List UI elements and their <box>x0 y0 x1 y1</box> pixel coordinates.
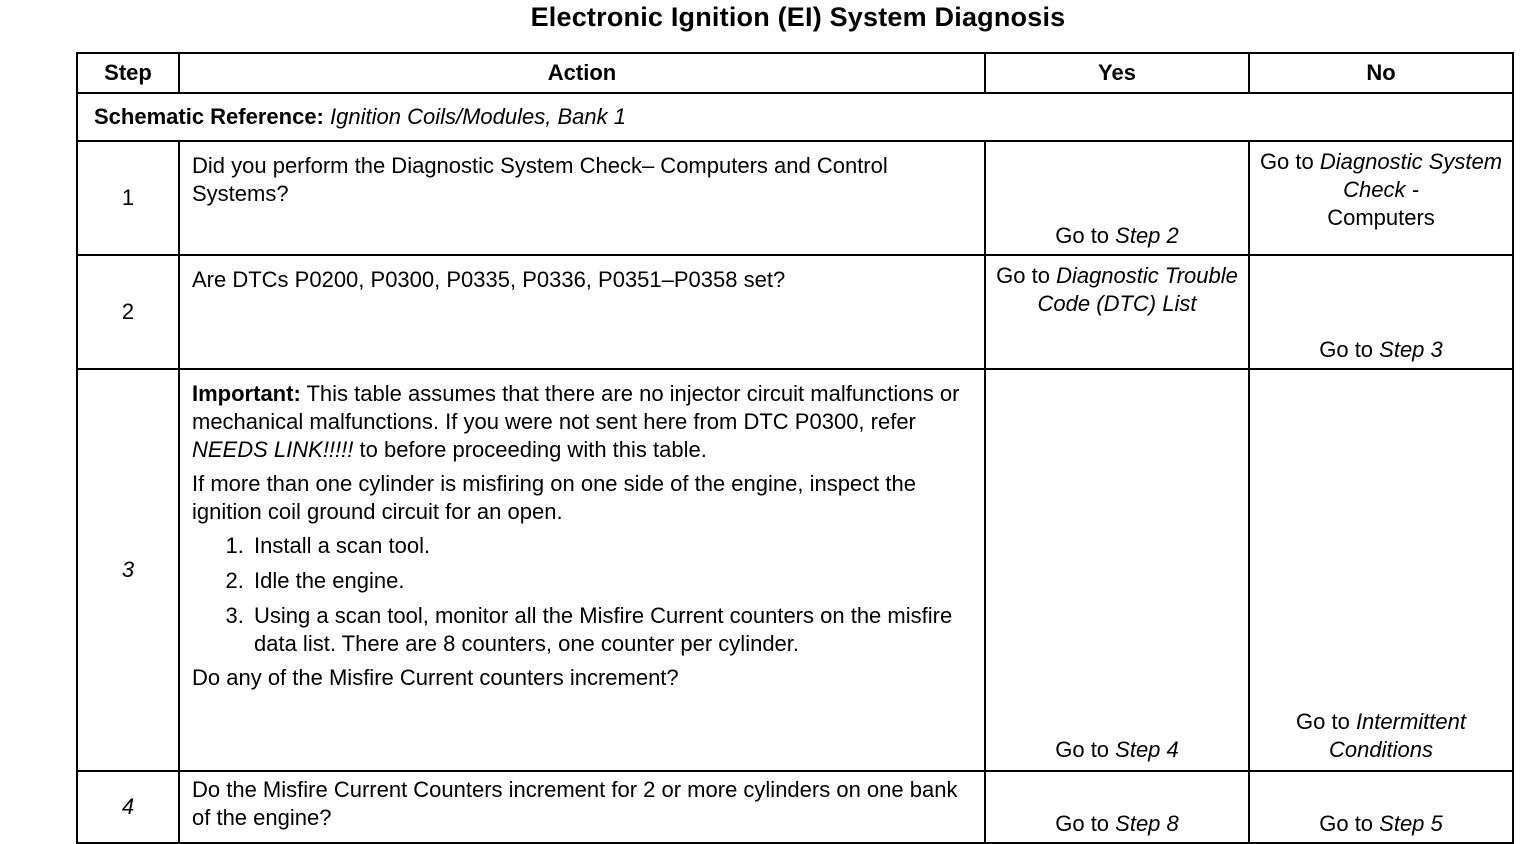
diagnosis-table <box>76 52 1514 844</box>
action-text <box>179 369 985 771</box>
yes-link[interactable]: Step 2 <box>1115 223 1179 248</box>
yes-cell <box>985 141 1249 255</box>
header-step: Step <box>77 53 179 93</box>
list-item: 2. Idle the engine. <box>250 567 972 595</box>
yes-link[interactable]: Diagnostic Trouble Code (DTC) List <box>1037 263 1238 316</box>
yes-prefix: Go to <box>1055 811 1116 836</box>
no-link[interactable]: Diagnostic System Check - <box>1319 149 1503 202</box>
yes-prefix: Go to <box>1055 223 1116 248</box>
yes-cell <box>985 771 1249 843</box>
header-yes: Yes <box>985 53 1249 93</box>
header-no: No <box>1249 53 1513 93</box>
schematic-reference-link[interactable]: Ignition Coils/Modules, Bank 1 <box>330 104 626 129</box>
misfire-paragraph: If more than one cylinder is misfiring on one side of the engine, inspect the ignition coil ground circuit for an open. <box>192 471 916 524</box>
table-row <box>77 771 1513 843</box>
no-prefix: Go to <box>1319 811 1380 836</box>
list-item: 3. Using a scan tool, monitor all the Misfire Current counters on the misfire data list. There are 8 counters, one counter per cylinder. <box>250 602 972 658</box>
list-item: 1. Install a scan tool. <box>250 532 972 560</box>
page-title: Electronic Ignition (EI) System Diagnosis <box>530 2 1066 32</box>
yes-cell <box>985 369 1249 771</box>
no-link[interactable]: Step 5 <box>1379 811 1443 836</box>
no-prefix: Go to <box>1259 149 1320 174</box>
header-action: Action <box>179 53 985 93</box>
important-note <box>192 380 972 464</box>
no-prefix: Go to <box>1319 337 1380 362</box>
schematic-reference-label: Schematic Reference: <box>94 104 324 129</box>
substep-list <box>192 532 972 658</box>
step-number: 2 <box>77 255 179 369</box>
table-row <box>77 255 1513 369</box>
table-row <box>77 141 1513 255</box>
yes-link[interactable]: Step 4 <box>1115 737 1179 762</box>
action-text: Do the Misfire Current Counters increment for 2 or more cylinders on one bank of the engine? <box>179 771 985 843</box>
step-number: 1 <box>77 141 179 255</box>
no-cell <box>1249 771 1513 843</box>
yes-link[interactable]: Step 8 <box>1115 811 1179 836</box>
action-text: Are DTCs P0200, P0300, P0335, P0336, P0351–P0358 set? <box>179 255 985 369</box>
no-cell <box>1249 141 1513 255</box>
no-suffix[interactable]: Computers <box>1327 205 1435 230</box>
important-label: Important: <box>192 381 301 406</box>
header-row <box>77 53 1513 93</box>
no-cell <box>1249 255 1513 369</box>
action-text: Did you perform the Diagnostic System Check– Computers and Control Systems? <box>179 141 985 255</box>
important-text-2: to before proceeding with this table. <box>353 437 707 462</box>
no-prefix: Go to <box>1296 709 1356 734</box>
schematic-reference <box>77 93 1513 141</box>
no-link[interactable]: Step 3 <box>1379 337 1443 362</box>
step-number: 3 <box>77 369 179 771</box>
step-number: 4 <box>77 771 179 843</box>
yes-prefix: Go to <box>1055 737 1116 762</box>
yes-prefix: Go to <box>996 263 1057 288</box>
question-text: Do any of the Misfire Current counters increment? <box>192 665 679 690</box>
yes-cell <box>985 255 1249 369</box>
no-cell <box>1249 369 1513 771</box>
table-row <box>77 369 1513 771</box>
no-link[interactable]: Intermittent Conditions <box>1329 709 1466 762</box>
important-text-1: This table assumes that there are no injector circuit malfunctions or mechanical malfunctions. If you were not sent here from DTC P0300, refer <box>192 381 960 434</box>
schematic-reference-row <box>77 93 1513 141</box>
needs-link[interactable]: NEEDS LINK!!!!! <box>192 437 354 462</box>
